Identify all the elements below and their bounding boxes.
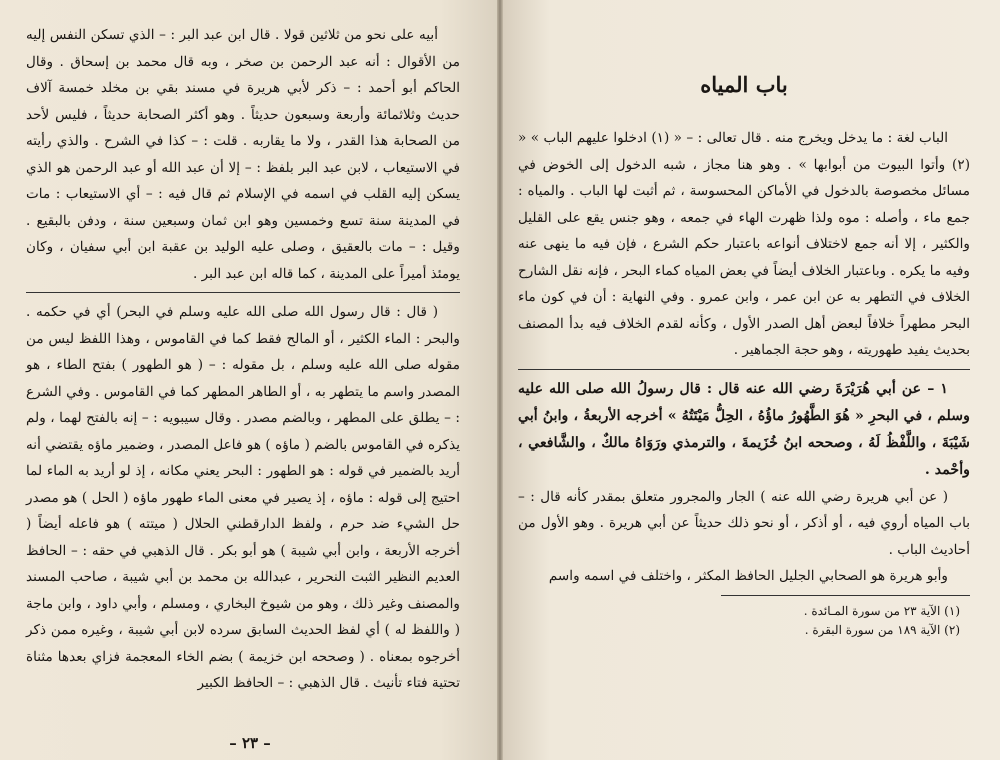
chapter-title: باب المياه <box>700 72 788 97</box>
book-gutter <box>497 0 503 760</box>
page-number: – ٢٣ – <box>229 734 271 752</box>
hadith-commentary: ( عن أبي هريرة رضي الله عنه ) الجار والمجرور متعلق بمقدر كأنه قال : – باب المياه أروي فيه ، أو أذكر ، أو نحو ذلك حديثاً عن أبي هريرة . وهو الأول من أحاديث الباب . <box>518 488 970 558</box>
left-paragraph-2: ( قال : قال رسول الله صلى الله عليه وسلم في البحر) أي في حكمه . والبحر : الماء الكثير ، أو المالح فقط كما في القاموس ، وهذا اللفظ ليس من مقوله صلى الله عليه وسلم ، بل مقوله : – ( هو الطهور ) بفتح الطاء ، هو المصدر واسم ما يتطهر به ، أو الطاهر المطهر كما في القاموس . وفي الشرع : – يطلق على المطهر ، وبالضم مصدر . وقال سيبويه : – إنه بالفتح لهما ، ولم يذكره في القاموس بالضم ( ماؤه ) هو فاعل المصدر ، وضمير ماؤه يقتضي أنه أريد بالضمير في قوله : هو الطهور : البحر يعني مكانه ، إذ لو أريد به الماء لما احتيج إلى قوله : ماؤه ، إذ يصير في معنى الماء طهور ماؤه ( الحل ) هو مصدر حل الشيء ضد حرم ، ولفظ الدارقطني الحلال ( ميتته ) هو فاعله أيضاً ( أخرجه الأربعة ، وابن أبي شيبة ) هو أبو بكر . قال الذهبي في حقه : – الحافظ العديم النظير الثبت النحرير ، عبدالله بن محمد بن أبي شيبة ، صاحب المسند والمصنف وغير ذلك ، وهو من شيوخ البخاري ، ومسلم ، وأبي داود ، وابن ماجة ( واللفظ له ) أي لفظ الحديث السابق سرده لابن أبي شيبة ، وغيره ممن ذكر أخرجوه بمعناه . ( وصححه ابن خزيمة ) بضم الخاء المعجمة فزاي بعدها مثناة تحتية فتاء تأنيث . قال الذهبي : – الحافظ الكبير <box>26 304 460 691</box>
chapter-intro: الباب لغة : ما يدخل ويخرج منه . قال تعالى : – « (١) ادخلوا عليهم الباب » « (٢) وأتوا البيوت من أبوابها » . وهو هنا مجاز ، شبه الدخول إلى الخوض في مسائل مخصوصة بالدخول في الأماكن المحسوسة ، ثم أثبت لها الباب . والمياه : جمع ماء ، وأصله : موه ولذا ظهرت الهاء في جمعه ، وهو جنس يقع على القليل والكثير ، إلا أنه جمع لاختلاف أنواعه باعتبار حكم الشرع ، فإن فيه ما ينهى عنه وفيه ما يكره . وباعتبار الخلاف أيضاً في بعض المياه كماء البحر ، فإنه نقل الشارح الخلاف في التطهر به عن ابن عمر ، وابن عمرو . وفي النهاية : أن في كون ماء البحر مطهراً خلافاً لبعض أهل الصدر الأول ، وكأنه لقدم الخلاف فيه بدأ المصنف بحديث يفيد طهوريته ، وهو حجة الجماهير . <box>518 130 970 358</box>
left-paragraph-1: أبيه على نحو من ثلاثين قولا . قال ابن عبد البر : – الذي تسكن النفس إليه من الأقوال : أنه عبد الرحمن بن صخر ، وبه قال محمد بن إسحاق . وقال الحاكم أبو أحمد : – ذكر لأبي هريرة في مسند بقي بن مخلد خمسة آلاف حديث وثلاثمائة وأربعة وسبعون حديثاً . وهو أكثر الصحابة حديثاً ، فليس لأحد من الصحابة هذا القدر ، ولا ما يقاربه . قلت : – كذا في الشرح . والذي رأيته في الاستيعاب ، لابن عبد البر بلفظ : – إلا أن عبد الله أو عبد الرحمن هو الذي يسكن إليه القلب في اسمه في الإسلام ثم قال فيه : – أي الاستيعاب : مات في المدينة سنة تسع وخمسين وهو ابن ثمان وسبعين سنة ، ودفن بالبقيع . وقيل : – مات بالعقيق ، وصلى عليه الوليد بن عقبة ابن أبي سفيان ، وكان يومئذ أميراً على المدينة ، كما قاله ابن عبد البر . <box>26 27 460 282</box>
footnote-1: (١) الآية ٢٣ من سورة المـائدة . <box>803 603 960 618</box>
right-page <box>500 0 1000 760</box>
footnote-divider <box>721 595 970 596</box>
section-divider <box>26 292 460 293</box>
section-divider <box>518 369 970 370</box>
footnote-2: (٢) الآية ١٨٩ من سورة البقرة . <box>804 622 960 637</box>
commentary-last-line: وأبو هريرة هو الصحابي الجليل الحافظ المكثر ، واختلف في اسمه واسم <box>548 568 948 584</box>
hadith-text: ١ – عن أبي هُرَيْرَةَ رضي الله عنه قال : قال رسولُ الله صلى الله عليه وسلم ، في البحرِ « هُوَ الطَّهُورُ ماؤُهُ ، الحِلُّ مَيْتَتُهُ » أخرجه الأربعةُ ، وابنُ أبي شَيْبَةَ ، واللَّفْظُ لَهُ ، وصححه ابنُ خُزَيمةَ ، والترمذي ورَوَاهُ مالكٌ ، والشَّافعي ، وأحْمد . <box>518 380 970 478</box>
